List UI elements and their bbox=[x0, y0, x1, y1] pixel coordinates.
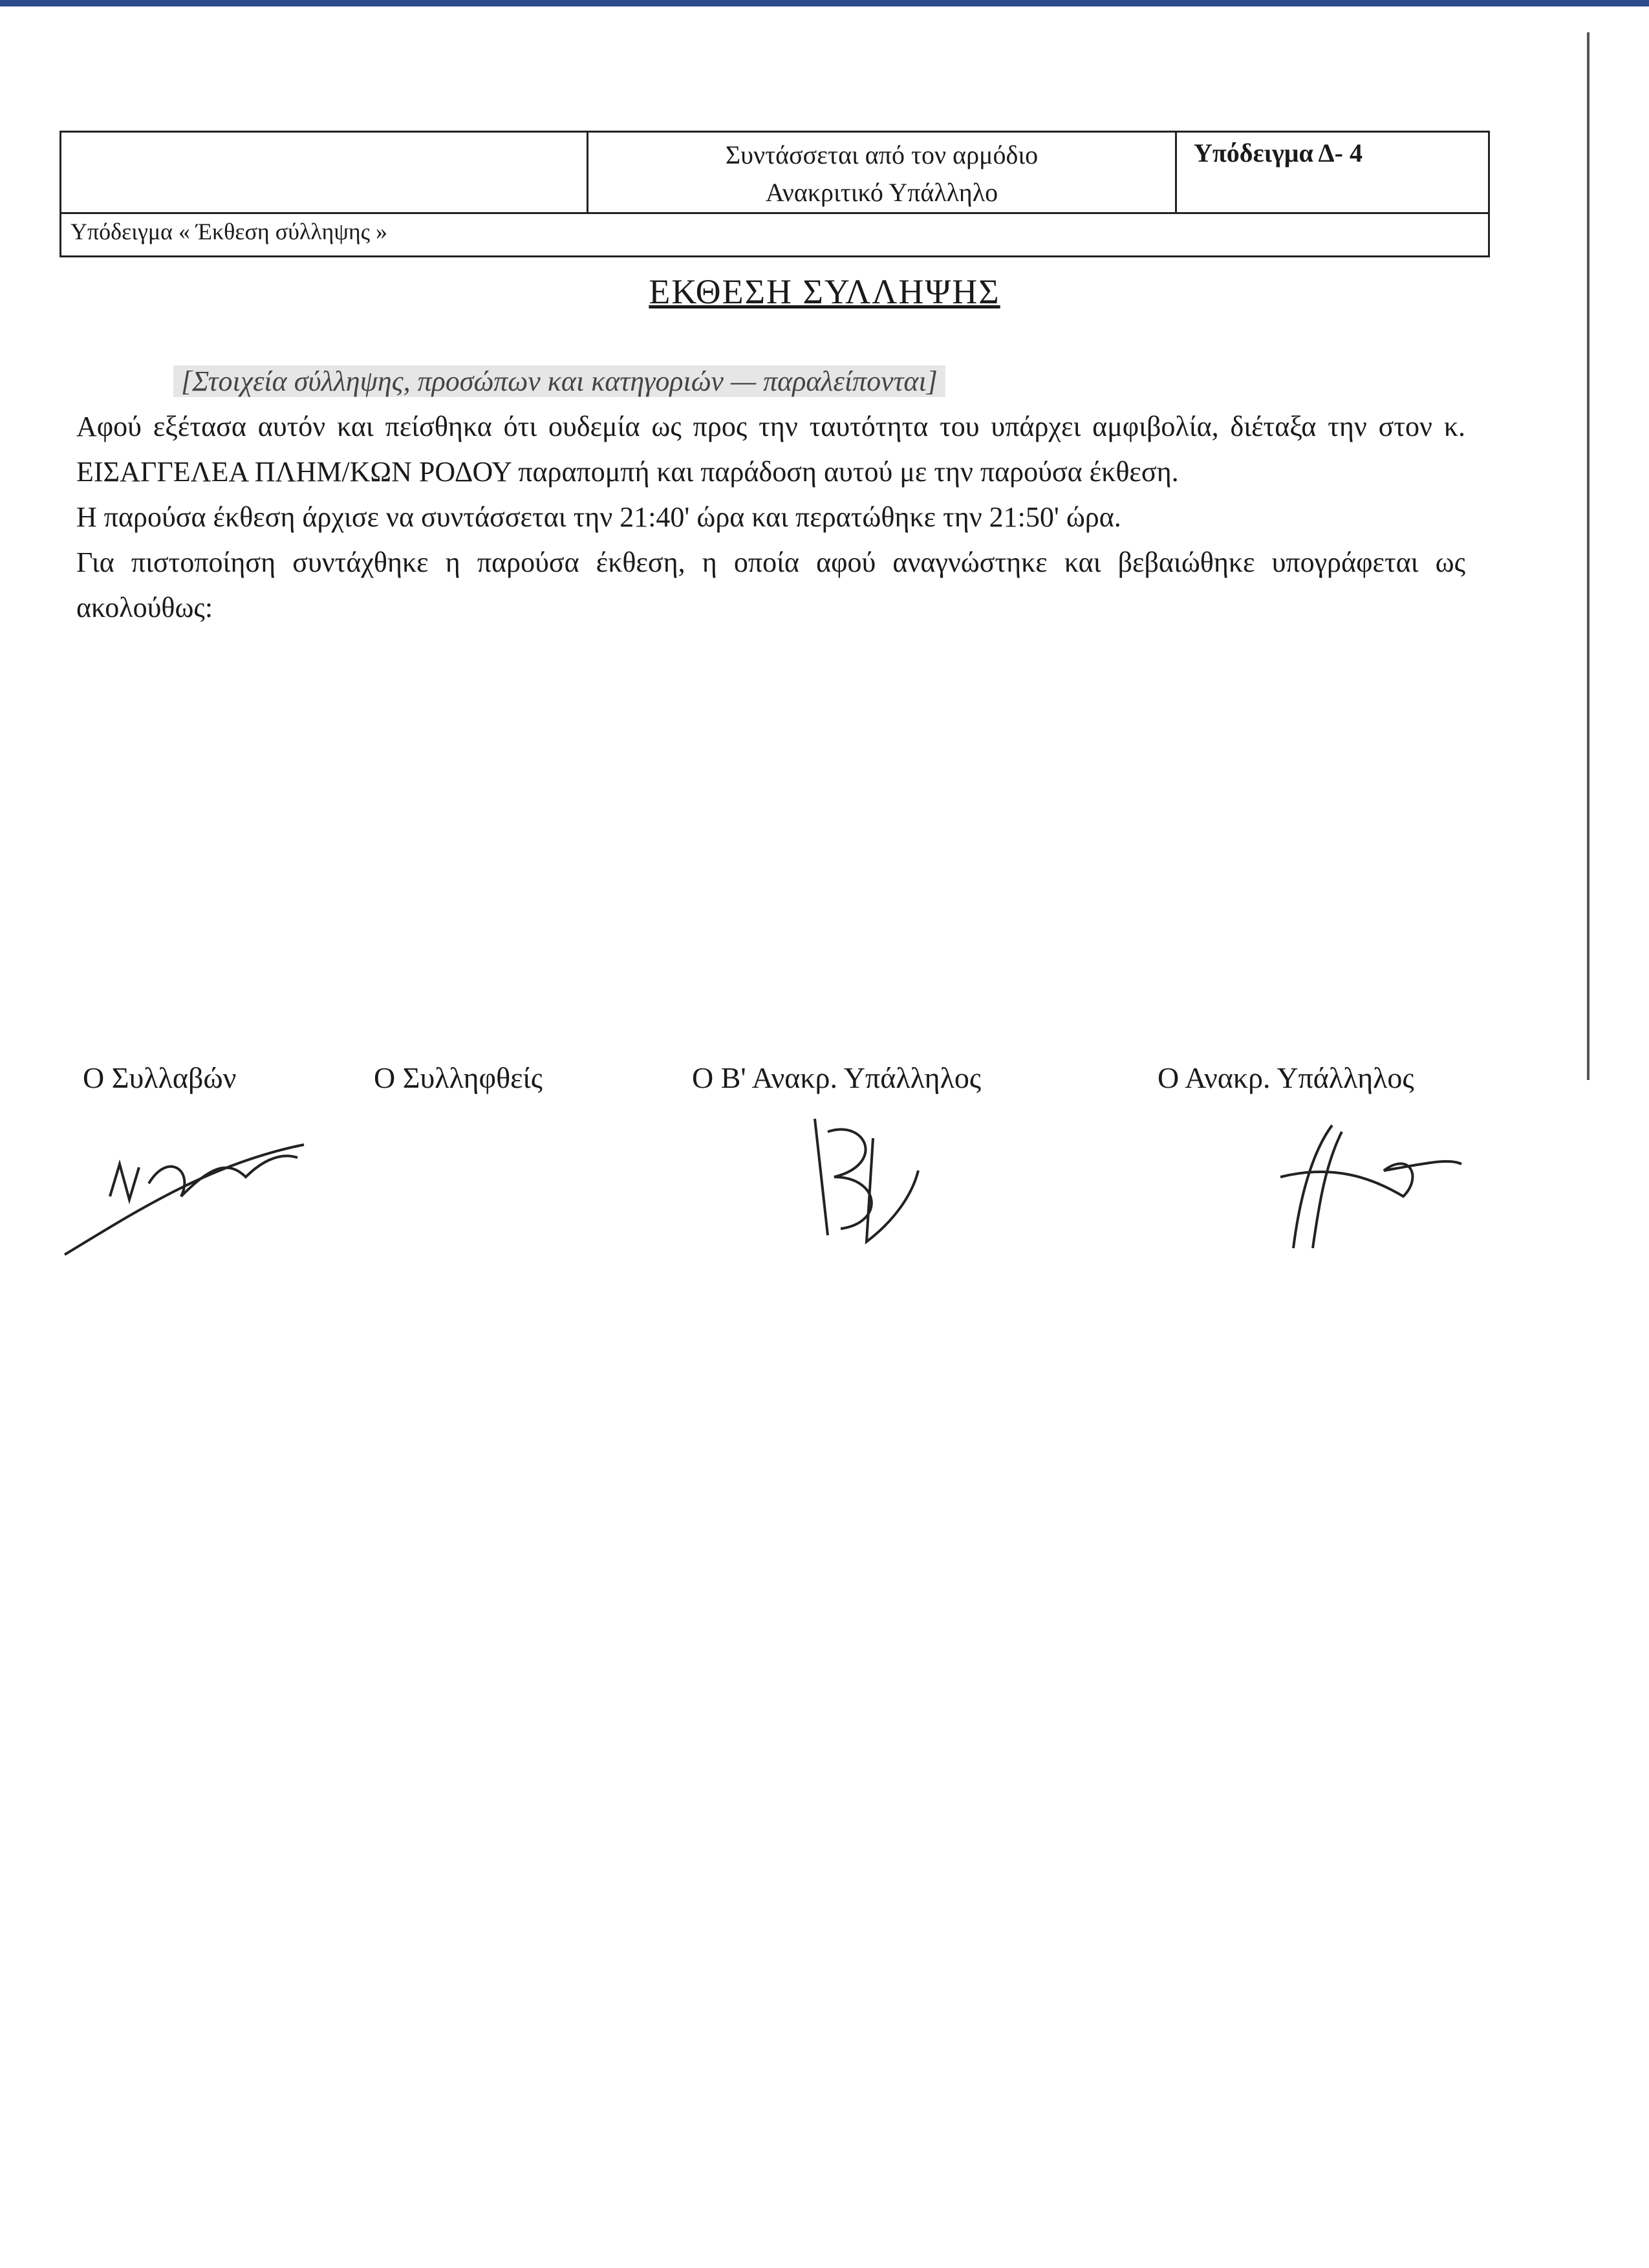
header-form-name: Υπόδειγμα « Έκθεση σύλληψης » bbox=[61, 213, 1489, 257]
signature-label-investigating-officer: Ο Ανακρ. Υπάλληλος bbox=[1158, 1061, 1414, 1094]
paragraph-duration: Η παρούσα έκθεση άρχισε να συντάσσεται την 21:40' ώρα και περατώθηκε την 21:50' ώρα. bbox=[76, 501, 1121, 533]
header-center-line-1: Συντάσσεται από τον αρμόδιο bbox=[725, 140, 1039, 169]
redacted-arrest-details: [Στοιχεία σύλληψης, προσώπων και κατηγοριών — παραλείπονται] bbox=[173, 365, 945, 397]
signature-label-second-officer: Ο Β' Ανακρ. Υπάλληλος bbox=[692, 1061, 982, 1094]
paragraph-arrest-details bbox=[76, 359, 1465, 404]
scan-top-edge bbox=[0, 0, 1649, 6]
header-cell-blank bbox=[61, 132, 588, 213]
paragraph-referral: Αφού εξέτασα αυτόν και πείσθηκα ότι ουδεμία ως προς την ταυτότητα του υπάρχει αμφιβολία, διέταξα την στον κ. ΕΙΣΑΓΓΕΛΕΑ ΠΛΗΜ/ΚΩΝ ΡΟΔΟΥ παραπομπή και παράδοση αυτού με την παρούσα έκθεση. bbox=[76, 411, 1465, 488]
scan-right-edge bbox=[1587, 32, 1590, 1080]
header-cell-form-id: Υπόδειγμα Δ- 4 bbox=[1176, 132, 1489, 213]
signature-arresting-officer bbox=[52, 1125, 336, 1274]
paragraph-certification: Για πιστοποίηση συντάχθηκε η παρούσα έκθεση, η οποία αφού αναγνώστηκε και βεβαιώθηκε υπογράφεται ως ακολούθως: bbox=[76, 546, 1465, 623]
signature-label-arrested: Ο Συλληφθείς bbox=[374, 1061, 543, 1094]
header-table bbox=[59, 131, 1490, 257]
signature-second-officer bbox=[789, 1093, 938, 1255]
signature-label-arresting: Ο Συλλαβών bbox=[83, 1061, 237, 1094]
header-center-line-2: Ανακριτικό Υπάλληλο bbox=[765, 178, 998, 207]
signature-investigating-officer bbox=[1255, 1099, 1468, 1268]
document-title: ΕΚΘΕΣΗ ΣΥΛΛΗΨΗΣ bbox=[649, 272, 1000, 311]
document-body bbox=[76, 359, 1465, 631]
header-cell-center bbox=[588, 132, 1176, 213]
